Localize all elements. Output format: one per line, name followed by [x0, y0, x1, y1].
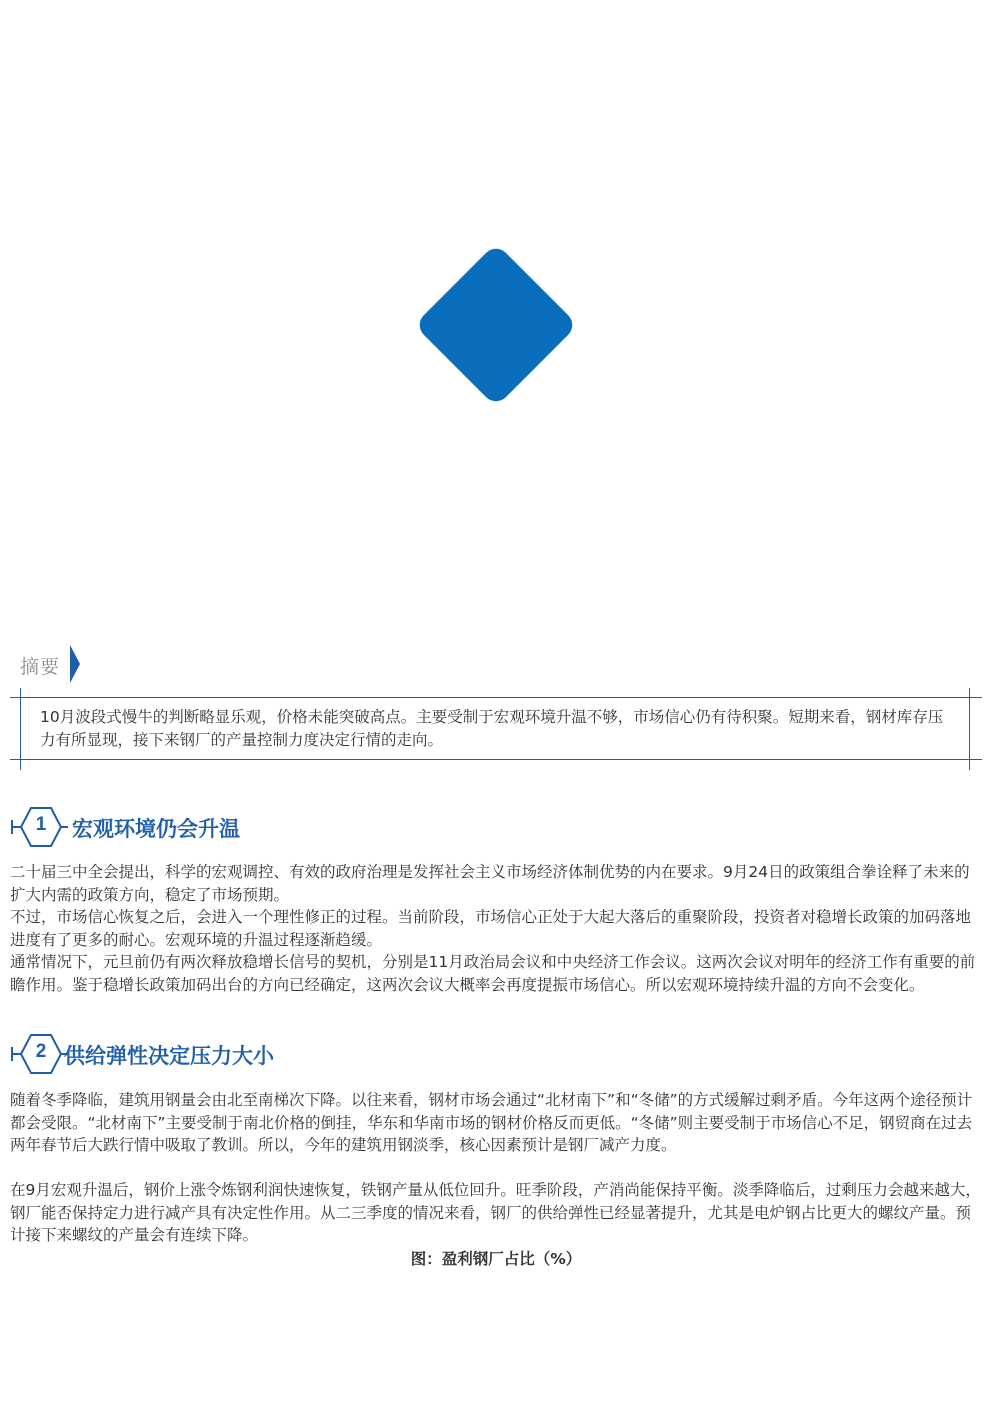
diamond-logo-icon — [414, 243, 578, 407]
section-title: 宏观环境仍会升温 — [72, 817, 240, 841]
paragraph: 不过，市场信心恢复之后，会进入一个理性修正的过程。当前阶段，市场信心正处于大起大落后的重聚阶段，投资者对稳增长政策的加码落地进度有了更多的耐心。宏观环境的升温过程逐渐趋缓。 — [10, 908, 972, 949]
section-heading-2 — [10, 1031, 410, 1077]
paragraph: 随着冬季降临，建筑用钢量会由北至南梯次下降。以往来看，钢材市场会通过“北材南下”和“冬储”的方式缓解过剩矛盾。今年这两个途径预计都会受限。“北材南下”主要受制于南北价格的倒挂，华东和华南市场的钢材价格反而更低。“冬储”则主要受制于市场信心不足，钢贸商在过去两年春节后大跌行情中吸取了教训。所以，今年的建筑用钢淡季，核心因素预计是钢厂减产力度。 — [10, 1091, 973, 1154]
summary-label: 摘要 — [20, 656, 61, 678]
section-number: 1 — [35, 814, 47, 835]
figure-caption: 图：盈利钢厂占比（%） — [410, 1250, 582, 1268]
summary-right-border — [969, 688, 970, 770]
summary-bottom-border — [10, 759, 982, 760]
section-heading-1 — [10, 804, 410, 850]
section-number: 2 — [35, 1041, 47, 1062]
summary-left-border — [20, 688, 21, 770]
summary-text: 10月波段式慢牛的判断略显乐观，价格未能突破高点。主要受制于宏观环境升温不够，市场信心仍有待积聚。短期来看，钢材库存压力有所显现，接下来钢厂的产量控制力度决定行情的走向。 — [40, 708, 944, 749]
paragraph: 二十届三中全会提出，科学的宏观调控、有效的政府治理是发挥社会主义市场经济体制优势的内在要求。9月24日的政策组合拳诠释了未来的扩大内需的政策方向，稳定了市场预期。 — [10, 863, 970, 904]
paragraph: 在9月宏观升温后，钢价上涨令炼钢利润快速恢复，铁钢产量从低位回升。旺季阶段，产消尚能保持平衡。淡季降临后，过剩压力会越来越大，钢厂能否保持定力进行减产具有决定性作用。从二三季度的情况来看，钢厂的供给弹性已经显著提升，尤其是电炉钢占比更大的螺纹产量。预计接下来螺纹的产量会有连续下降。 — [10, 1181, 981, 1244]
summary-top-border — [10, 697, 982, 698]
section-title: 供给弹性决定压力大小 — [64, 1044, 274, 1068]
chevron-right-icon — [70, 645, 80, 683]
paragraph: 通常情况下，元旦前仍有两次释放稳增长信号的契机，分别是11月政治局会议和中央经济工作会议。这两次会议对明年的经济工作有重要的前瞻作用。鉴于稳增长政策加码出台的方向已经确定，这两次会议大概率会再度提振市场信心。所以宏观环境持续升温的方向不会变化。 — [10, 953, 976, 994]
